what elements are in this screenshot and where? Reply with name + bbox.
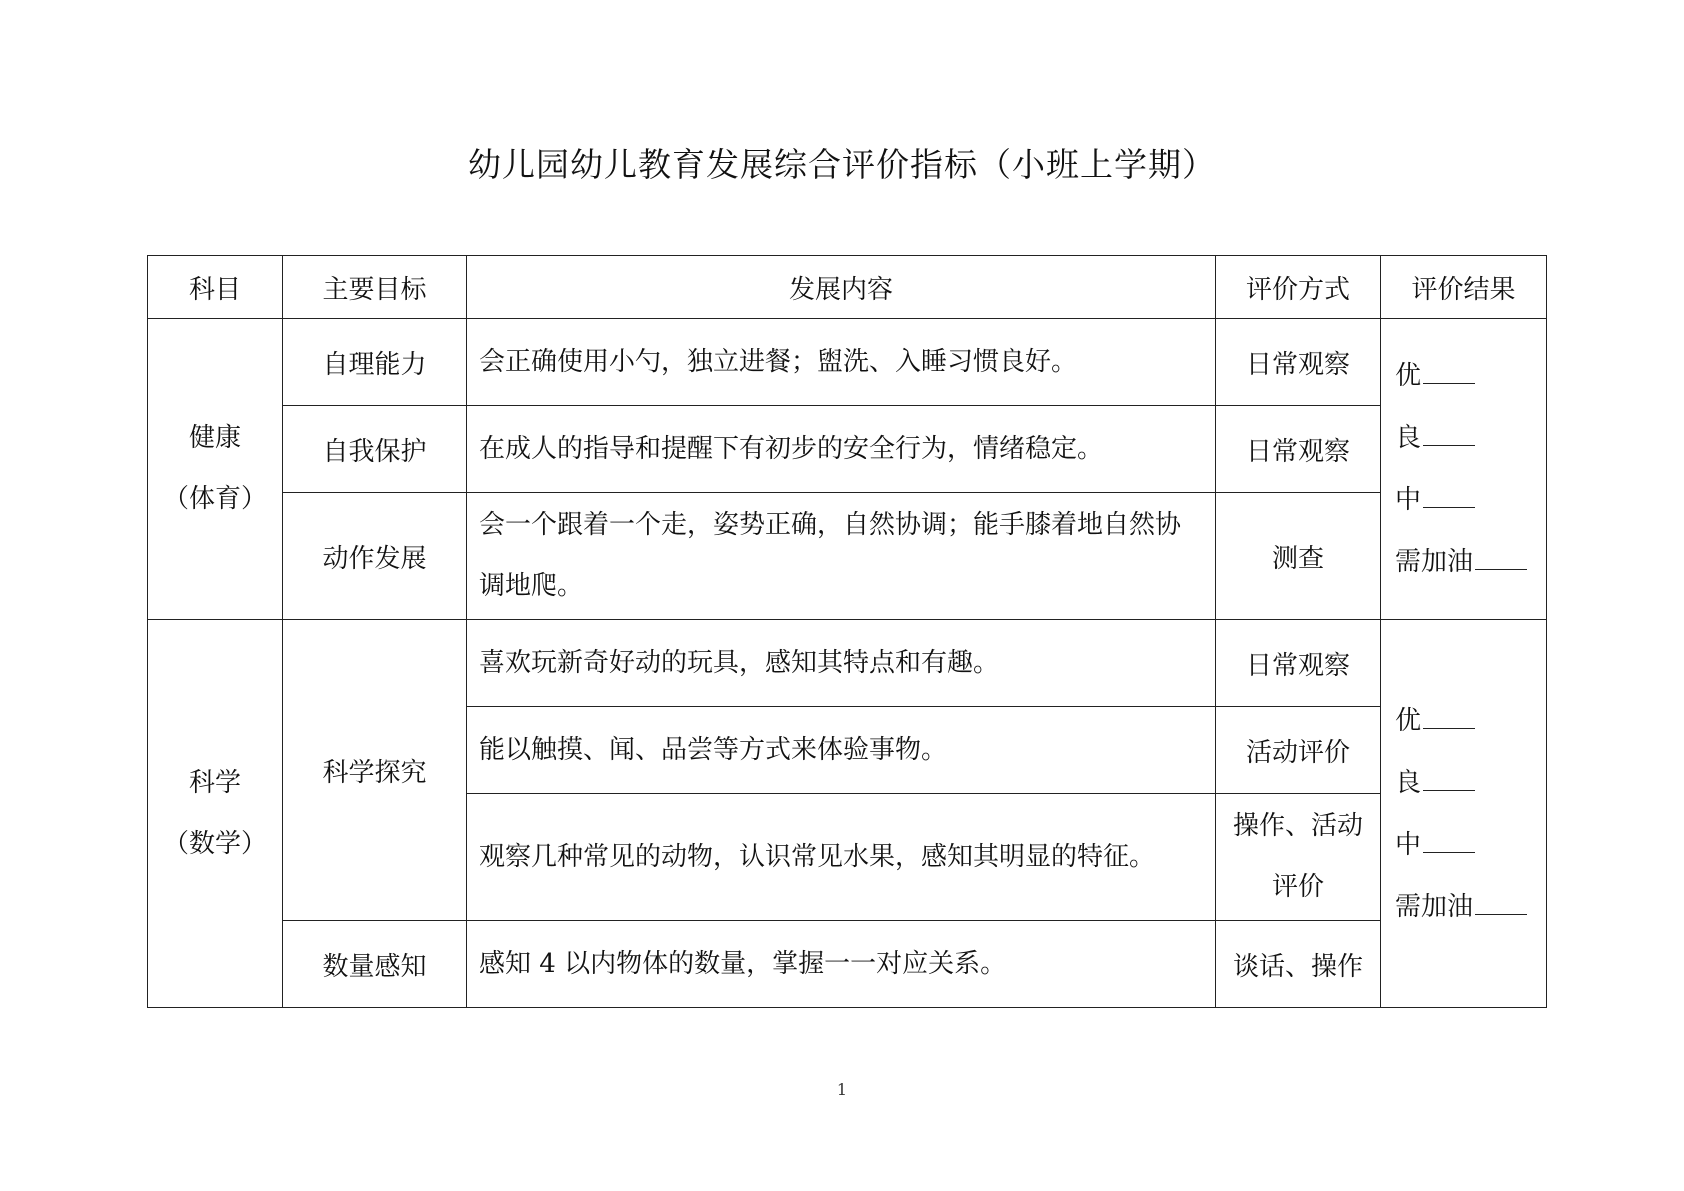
- grade-good: 良: [1395, 407, 1546, 469]
- header-content: 发展内容: [467, 256, 1216, 319]
- content-cell: 会正确使用小勺，独立进餐；盥洗、入睡习惯良好。: [467, 319, 1216, 406]
- result-cell-health: [1381, 319, 1547, 620]
- header-method: 评价方式: [1216, 256, 1381, 319]
- goal-cell: 自我保护: [283, 406, 467, 493]
- page-title: 幼儿园幼儿教育发展综合评价指标（小班上学期）: [468, 145, 1216, 184]
- header-result: 评价结果: [1381, 256, 1547, 319]
- content-cell: 喜欢玩新奇好动的玩具，感知其特点和有趣。: [467, 620, 1216, 707]
- subject-subname: （数学）: [162, 828, 267, 859]
- table-row: [148, 493, 1547, 620]
- content-cell: 感知 4 以内物体的数量，掌握一一对应关系。: [467, 921, 1216, 1008]
- evaluation-table: [147, 255, 1547, 1008]
- table-row: [148, 319, 1547, 406]
- table-header-row: [148, 256, 1547, 319]
- method-cell: 日常观察: [1216, 406, 1381, 493]
- grade-average: 中: [1395, 469, 1546, 531]
- subject-name: 健康: [188, 423, 241, 453]
- page-number: 1: [836, 1080, 848, 1099]
- content-cell: 在成人的指导和提醒下有初步的安全行为，情绪稳定。: [467, 406, 1216, 493]
- goal-cell: 自理能力: [283, 319, 467, 406]
- goal-cell: 动作发展: [283, 493, 467, 620]
- grade-excellent: 优: [1395, 345, 1546, 407]
- grade-good: 良: [1395, 752, 1546, 814]
- method-cell: 活动评价: [1216, 707, 1381, 794]
- grade-needs-effort: 需加油: [1395, 531, 1546, 593]
- header-subject: 科目: [148, 256, 283, 319]
- header-goal: 主要目标: [283, 256, 467, 319]
- grade-average: 中: [1395, 814, 1546, 876]
- table-row: [148, 406, 1547, 493]
- content-cell: 观察几种常见的动物，认识常见水果，感知其明显的特征。: [467, 794, 1216, 921]
- grade-excellent: 优: [1395, 690, 1546, 752]
- method-cell: 谈话、操作: [1216, 921, 1381, 1008]
- goal-cell: 数量感知: [283, 921, 467, 1008]
- subject-cell-science: [148, 620, 283, 1008]
- goal-cell-science-exploration: 科学探究: [283, 620, 467, 921]
- grade-needs-effort: 需加油: [1395, 876, 1546, 938]
- result-cell-science: [1381, 620, 1547, 1008]
- content-cell: 会一个跟着一个走，姿势正确，自然协调；能手膝着地自然协调地爬。: [467, 493, 1216, 620]
- method-cell: 操作、活动评价: [1216, 794, 1381, 921]
- subject-subname: （体育）: [162, 484, 267, 514]
- method-cell: 日常观察: [1216, 319, 1381, 406]
- method-cell: 日常观察: [1216, 620, 1381, 707]
- subject-name: 科学: [188, 767, 241, 798]
- subject-cell-health: [148, 319, 283, 620]
- table-row: [148, 620, 1547, 707]
- content-cell: 能以触摸、闻、品尝等方式来体验事物。: [467, 707, 1216, 794]
- table-row: [148, 921, 1547, 1008]
- method-cell: 测查: [1216, 493, 1381, 620]
